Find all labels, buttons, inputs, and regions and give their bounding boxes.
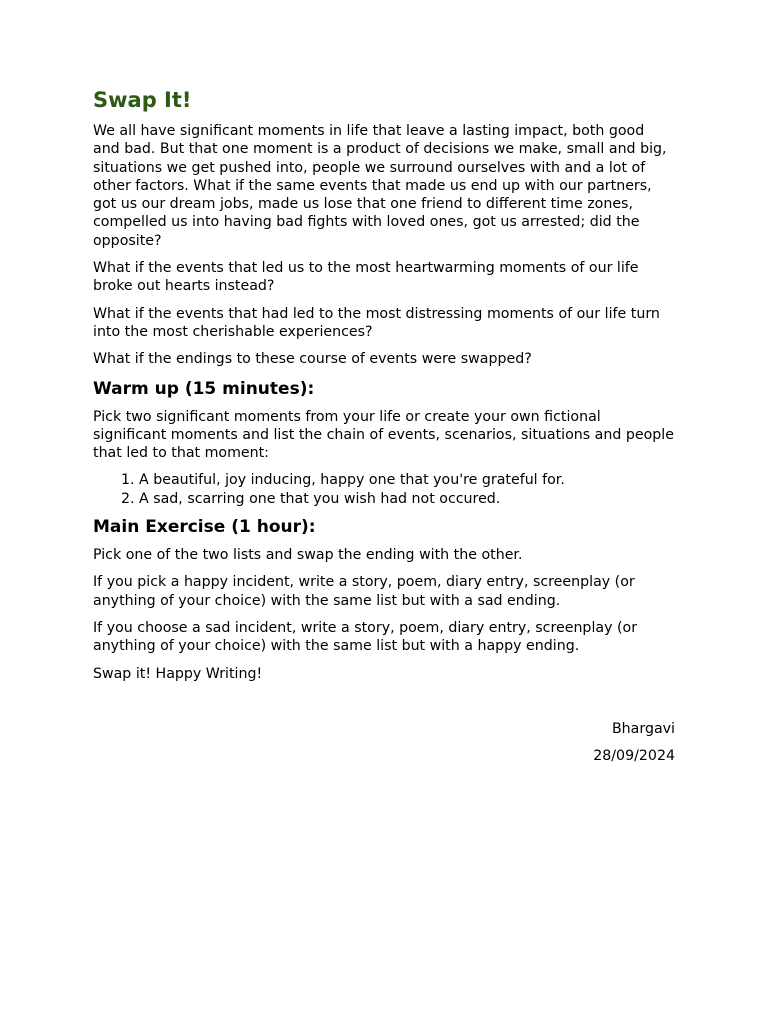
list-item: 2. A sad, scarring one that you wish had not occured. (139, 490, 675, 508)
author-name: Bhargavi (611, 720, 675, 737)
main-paragraph: If you pick a happy incident, write a story, poem, diary entry, screenplay (or anything of your choice) with the same list but with a sad ending. (93, 574, 635, 609)
intro-paragraph: What if the endings to these course of events were swapped? (93, 351, 532, 368)
document-body (93, 86, 675, 774)
warmup-heading: Warm up (15 minutes): (93, 378, 315, 399)
signature-date: 28/09/2024 (593, 748, 675, 765)
intro-paragraph: What if the events that led us to the most heartwarming moments of our life broke out hearts instead? (93, 260, 639, 295)
main-paragraph: Pick one of the two lists and swap the ending with the other. (93, 547, 523, 564)
warmup-list (93, 471, 675, 508)
main-paragraph: If you choose a sad incident, write a story, poem, diary entry, screenplay (or anything of your choice) with the same list but with a happy ending. (93, 619, 638, 655)
list-item: 1. A beautiful, joy inducing, happy one that you're grateful for. (139, 471, 675, 489)
main-paragraph: Swap it! Happy Writing! (93, 665, 263, 682)
intro-paragraph: What if the events that had led to the most distressing moments of our life turn into the most cherishable experiences? (93, 305, 660, 340)
warmup-text: Pick two significant moments from your life or create your own fictional significant moments and list the chain of events, scenarios, situations and people that led to that moment: (93, 408, 674, 462)
main-exercise-heading: Main Exercise (1 hour): (93, 517, 316, 538)
signature-block (93, 720, 675, 766)
document-title: Swap It! (93, 88, 192, 112)
intro-paragraph: We all have significant moments in life that leave a lasting impact, both good and bad. But that one moment is a product of decisions we make, small and big, situations we get pushed into, people we surround ourselves with and a lot of other factors. What if the same events that made us end up with our partners, got us our dream jobs, made us lose that one friend to different time zones, compelled us into having bad fights with loved ones, got us arrested; did the opposite? (93, 123, 667, 249)
